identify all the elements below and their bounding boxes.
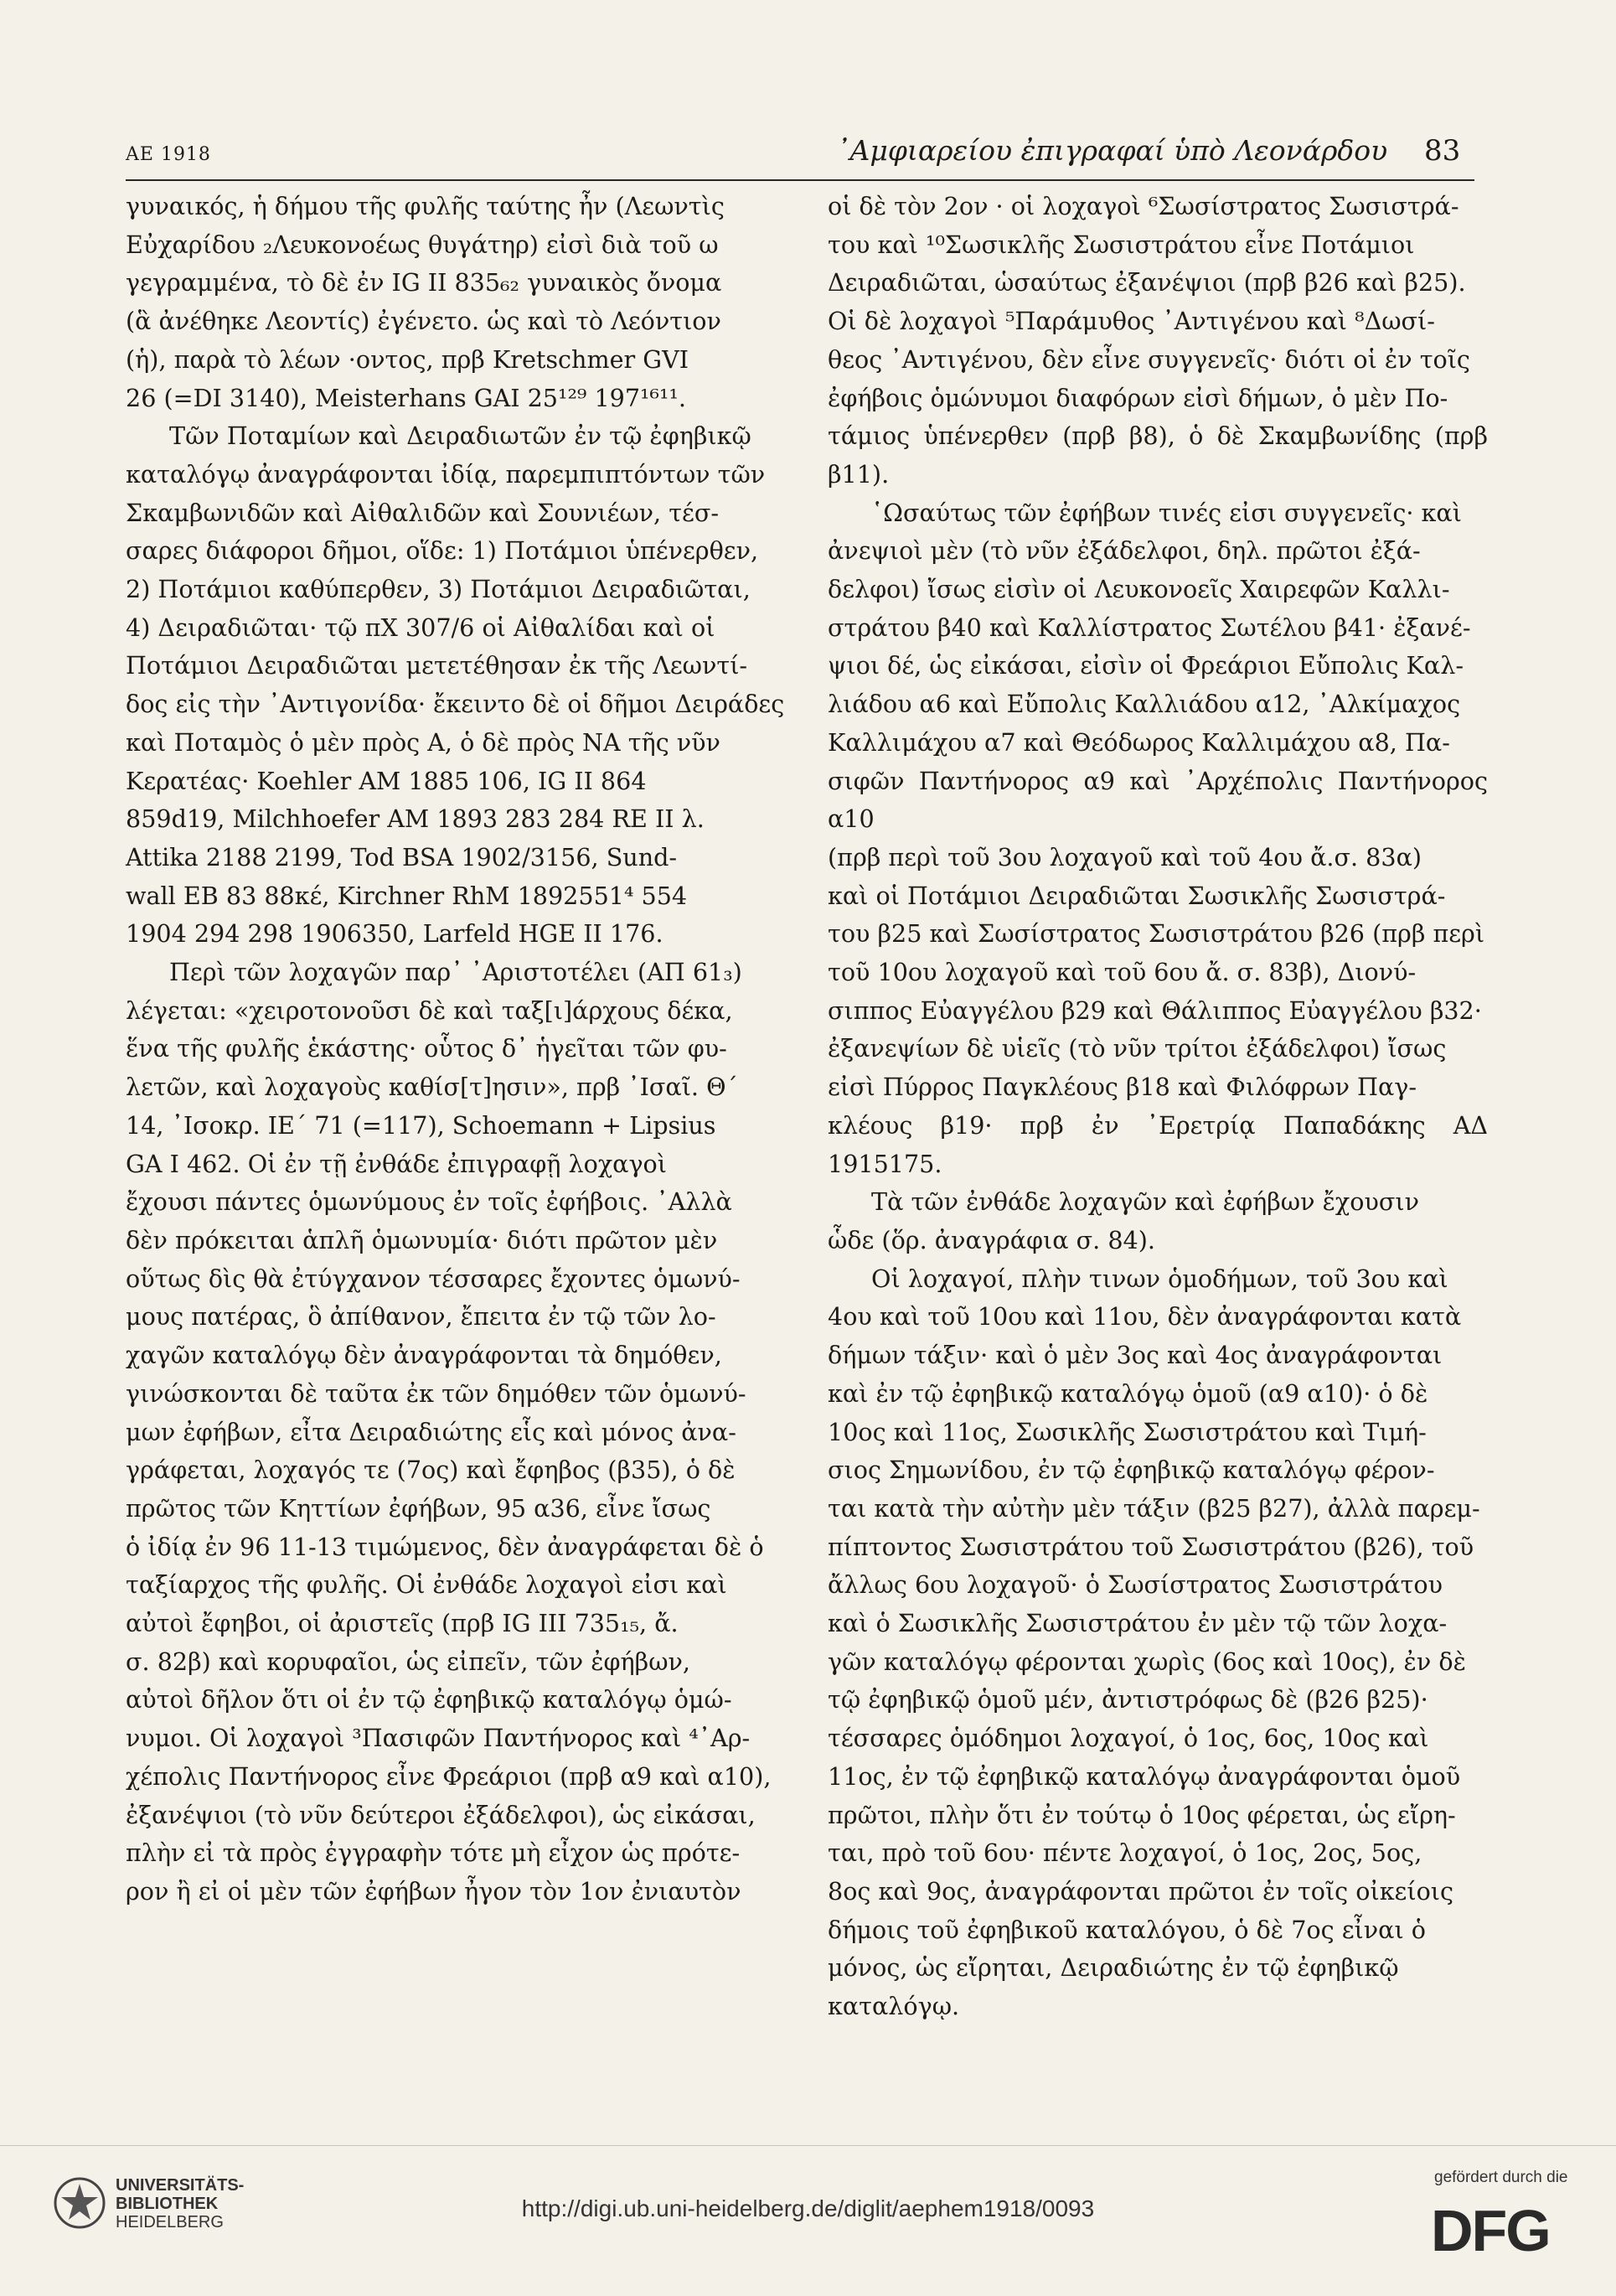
footer-divider <box>0 2145 1616 2146</box>
left-paragraph-2: Τῶν Ποταμίων καὶ Δειραδιωτῶν ἐν τῷ ἐφηβικῷ καταλόγῳ ἀναγράφονται ἰδίᾳ, παρεμπιπτόντων τῶν Σκαμβωνιδῶν καὶ Αἰθαλιδῶν καὶ Σουνιέων, τέσ- σαρες διάφοροι δῆμοι, οἵδε: 1) Ποτάμιοι ὑπένερθεν, 2) Ποτάμιοι καθύπερθεν, 3) Ποτάμιοι Δειραδιῶται, 4) Δειραδιῶται· τῷ πΧ 307/6 οἱ Αἰθαλίδαι καὶ οἱ Ποτάμιοι Δειραδιῶται μετετέθησαν ἐκ τῆς Λεωντί- δος εἰς τὴν ᾿Αντιγονίδα· ἔκειντο δὲ οἱ δῆμοι Δειράδες καὶ Ποταμὸς ὁ μὲν πρὸς Α, ὁ δὲ πρὸς ΝΑ τῆς νῦν Κερατέας· Koehler AM 1885 106, IG II 864 859d19, Milchhoefer AM 1893 283 284 RE II λ. Attika 2188 2199, Tod BSA 1902/3156, Sund- wall EB 83 88κέ, Kirchner RhM 1892551⁴ 554 1904 294 298 1906350, Larfeld HGE II 176. <box>126 421 785 949</box>
right-column <box>828 188 1488 2026</box>
funding-note: gefördert durch die <box>1434 2169 1568 2186</box>
header-rule <box>126 179 1474 181</box>
page-number: 83 <box>1424 134 1461 168</box>
right-paragraph-4: Οἱ λοχαγοί, πλὴν τινων ὁμοδήμων, τοῦ 3ου καὶ 4ου καὶ τοῦ 10ου καὶ 11ου, δὲν ἀναγράφονται κατὰ δήμων τάξιν· καὶ ὁ μὲν 3ος καὶ 4ος ἀναγράφονται καὶ ἐν τῷ ἐφηβικῷ καταλόγῳ ὁμοῦ (α9 α10)· ὁ δὲ 10ος καὶ 11ος, Σωσικλῆς Σωσιστράτου καὶ Τιμή- σιος Σημωνίδου, ἐν τῷ ἐφηβικῷ καταλόγῳ φέρον- ται κατὰ τὴν αὐτὴν μὲν τάξιν (β25 β27), ἀλλὰ παρεμ- πίπτοντος Σωσιστράτου τοῦ Σωσιστράτου (β26), τοῦ ἄλλως 6ου λοχαγοῦ· ὁ Σωσίστρατος Σωσιστράτου καὶ ὁ Σωσικλῆς Σωσιστράτου ἐν μὲν τῷ τῶν λοχα- γῶν καταλόγῳ φέρονται χωρὶς (6ος καὶ 10ος), ἐν δὲ τῷ ἐφηβικῷ ὁμοῦ μέν, ἀντιστρόφως δὲ (β26 β25)· τέσσαρες ὁμόδημοι λοχαγοί, ὁ 1ος, 6ος, 10ος καὶ 11ος, ἐν τῷ ἐφηβικῷ καταλόγῳ ἀναγράφονται ὁμοῦ πρῶτοι, πλὴν ὅτι ἐν τούτῳ ὁ 10ος φέρεται, ὡς εἴρη- ται, πρὸ τοῦ 6ου· πέντε λοχαγοί, ὁ 1ος, 2ος, 5ος, 8ος καὶ 9ος, ἀναγράφονται πρῶτοι ἐν τοῖς οἰκείοις δήμοις τοῦ ἐφηβικοῦ καταλόγου, ὁ δὲ 7ος εἶναι ὁ μόνος, ὡς εἴρηται, Δειραδιώτης ἐν τῷ ἐφηβικῷ καταλόγῳ. <box>828 1264 1480 2021</box>
dfg-logo: DFG <box>1431 2198 1550 2263</box>
left-paragraph-3: Περὶ τῶν λοχαγῶν παρ᾿ ᾿Αριστοτέλει (ΑΠ 61₃) λέγεται: «χειροτονοῦσι δὲ καὶ ταξ[ι]άρχους δέκα, ἕνα τῆς φυλῆς ἑκάστης· οὗτος δ᾿ ἡγεῖται τῶν φυ- λετῶν, καὶ λοχαγοὺς καθίσ[τ]ησιν», πρβ ᾿Ισαῖ. Θ´ 14, ᾿Ισοκρ. ΙΕ´ 71 (=117), Schoemann + Lipsius GA I 462. Οἱ ἐν τῇ ἐνθάδε ἐπιγραφῇ λοχαγοὶ ἔχουσι πάντες ὁμωνύμους ἐν τοῖς ἐφήβοις. ᾿Αλλὰ δὲν πρόκειται ἁπλῆ ὁμωνυμία· διότι πρῶτον μὲν οὕτως δὶς θὰ ἐτύγχανον τέσσαρες ἔχοντες ὁμωνύ- μους πατέρας, ὃ ἀπίθανον, ἔπειτα ἐν τῷ τῶν λο- χαγῶν καταλόγῳ δὲν ἀναγράφονται τὰ δημόθεν, γινώσκονται δὲ ταῦτα ἐκ τῶν δημόθεν τῶν ὁμωνύ- μων ἐφήβων, εἶτα Δειραδιώτης εἷς καὶ μόνος ἀνα- γράφεται, λοχαγός τε (7ος) καὶ ἔφηβος (β35), ὁ δὲ πρῶτος τῶν Κηττίων ἐφήβων, 95 α36, εἶνε ἴσως ὁ ἰδίᾳ ἐν 96 11-13 τιμώμενος, δὲν ἀναγράφεται δὲ ὁ ταξίαρχος τῆς φυλῆς. Οἱ ἐνθάδε λοχαγοὶ εἰσι καὶ αὐτοὶ ἔφηβοι, οἱ ἀριστεῖς (πρβ IG III 735₁₅, ἄ. σ. 82β) καὶ κορυφαῖοι, ὡς εἰπεῖν, τῶν ἐφήβων, αὐτοὶ δῆλον ὅτι οἱ ἐν τῷ ἐφηβικῷ καταλόγῳ ὁμώ- νυμοι. Οἱ λοχαγοὶ ³Πασιφῶν Παντήνορος καὶ ⁴᾿Αρ- χέπολις Παντήνορος εἶνε Φρεάριοι (πρβ α9 καὶ α10), ἐξανέψιοι (τὸ νῦν δεύτεροι ἐξάδελφοι), ὡς εἰκάσαι, πλὴν εἰ τὰ πρὸς ἐγγραφὴν τότε μὴ εἶχον ὡς πρότε- ρον ἢ εἰ οἱ μὲν τῶν ἐφήβων ἦγον τὸν 1ον ἐνιαυτὸν <box>126 958 772 1906</box>
library-name-line: UNIVERSITÄTS- BIBLIOTHEK <box>116 2176 245 2213</box>
library-city: HEIDELBERG <box>116 2213 224 2231</box>
left-paragraph-1: γυναικός, ἡ δήμου τῆς φυλῆς ταύτης ἦν (Λεωντὶς Εὐχαρίδου ₂Λευκονοέως θυγάτηρ) εἰσὶ διὰ τοῦ ω γεγραμμένα, τὸ δὲ ἐν IG II 835₆₂ γυναικὸς ὄνομα (ἃ ἀνέθηκε Λεοντίς) ἐγένετο. ὡς καὶ τὸ Λεόντιον (ἡ), παρὰ τὸ λέων ·οντος, πρβ Kretschmer GVI 26 (=DI 3140), Meisterhans GAI 25¹²⁹ 197¹⁶¹¹. <box>126 192 725 412</box>
right-paragraph-1: οἱ δὲ τὸν 2ον · οἱ λοχαγοὶ ⁶Σωσίστρατος Σωσιστρά- του καὶ ¹⁰Σωσικλῆς Σωσιστράτου εἶνε Ποτάμιοι Δειραδιῶται, ὡσαύτως ἐξανέψιοι (πρβ β26 καὶ β25). Οἱ δὲ λοχαγοὶ ⁵Παράμυθος ᾿Αντιγένου καὶ ⁸Δωσί- θεος ᾿Αντιγένου, δὲν εἶνε συγγενεῖς· διότι οἱ ἐν τοῖς ἐφήβοις ὁμώνυμοι διαφόρων εἰσὶ δήμων, ὁ μὲν Πο- τάμιος ὑπένερθεν (πρβ β8), ὁ δὲ Σκαμβωνίδης (πρβ β11). <box>828 192 1488 489</box>
left-column <box>126 188 786 1911</box>
running-title: ᾿Αμφιαρείου ἐπιγραφαί ὑπὸ Λεονάρδου <box>836 134 1388 167</box>
right-paragraph-2: ῾Ωσαύτως τῶν ἐφήβων τινές εἰσι συγγενεῖς· καὶ ἀνεψιοὶ μὲν (τὸ νῦν ἐξάδελφοι, δηλ. πρῶτοι ἐξά- δελφοι) ἴσως εἰσὶν οἱ Λευκονοεῖς Χαιρεφῶν Καλλι- στράτου β40 καὶ Καλλίστρατος Σωτέλου β41· ἐξανέ- ψιοι δέ, ὡς εἰκάσαι, εἰσὶν οἱ Φρεάριοι Εὔπολις Καλ- λιάδου α6 καὶ Εὔπολις Καλλιάδου α12, ᾿Αλκίμαχος Καλλιμάχου α7 καὶ Θεόδωρος Καλλιμάχου α8, Πα- σιφῶν Παντήνορος α9 καὶ ᾿Αρχέπολις Παντήνορος α10 (πρβ περὶ τοῦ 3ου λοχαγοῦ καὶ τοῦ 4ου ἄ.σ. 83α) καὶ οἱ Ποτάμιοι Δειραδιῶται Σωσικλῆς Σωσιστρά- του β25 καὶ Σωσίστρατος Σωσιστράτου β26 (πρβ περὶ τοῦ 10ου λοχαγοῦ καὶ τοῦ 6ου ἄ. σ. 83β), Διονύ- σιππος Εὐαγγέλου β29 καὶ Θάλιππος Εὐαγγέλου β32· ἐξανεψίων δὲ υἱεῖς (τὸ νῦν τρίτοι ἐξάδελφοι) ἴσως εἰσὶ Πύρρος Παγκλέους β18 καὶ Φιλόφρων Παγ- κλέους β19· πρβ ἐν ᾿Ερετρίᾳ Παπαδάκης ΑΔ 1915175. <box>828 498 1488 1178</box>
digital-library-link[interactable]: http://digi.ub.uni-heidelberg.de/diglit/aephem1918/0093 <box>521 2195 1095 2221</box>
right-paragraph-3: Τὰ τῶν ἐνθάδε λοχαγῶν καὶ ἐφήβων ἔχουσιν ὧδε (ὅρ. ἀναγράφια σ. 84). <box>828 1187 1419 1254</box>
journal-volume-label: ΑΕ 1918 <box>126 144 211 165</box>
